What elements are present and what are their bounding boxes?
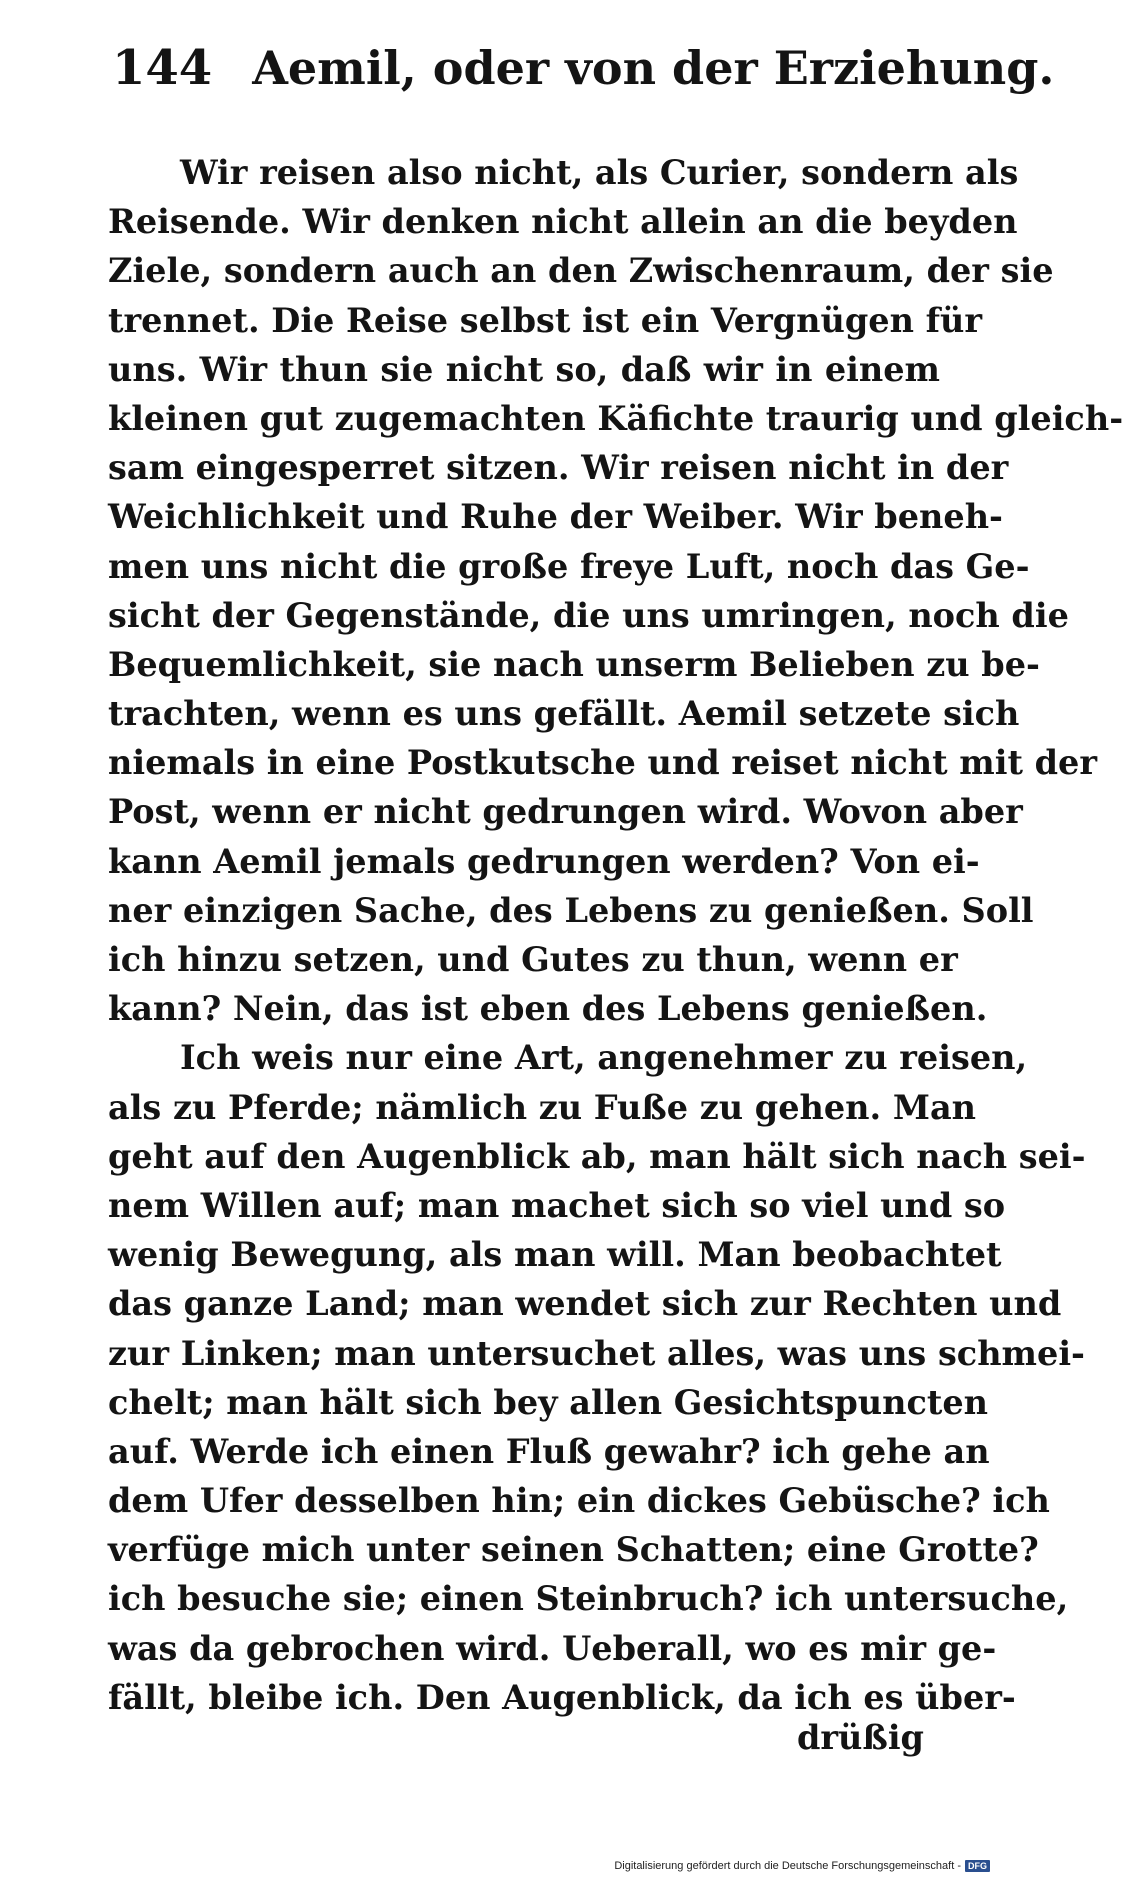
text-line: ich hinzu setzen, und Gutes zu thun, wenn er [108,940,958,979]
text-line: sam eingesperret sitzen. Wir reisen nicht in der [108,448,1009,488]
text-line: dem Ufer desselben hin; ein dickes Gebüsche? ich [108,1481,1050,1521]
body-text [108,148,1123,1722]
text-line: kann Aemil jemals gedrungen werden? Von ei- [108,841,980,881]
text-line: niemals in eine Postkutsche und reiset nicht mit der [108,743,1097,783]
text-line: chelt; man hält sich bey allen Gesichtspuncten [108,1382,989,1422]
text-line: auf. Werde ich einen Fluß gewahr? ich gehe an [108,1431,990,1471]
text-line: Wir reisen also nicht, als Curier, sondern als [180,153,1019,192]
text-line: was da gebrochen wird. Ueberall, wo es mir ge- [108,1628,997,1668]
text-line: Ziele, sondern auch an den Zwischenraum, der sie [108,251,1054,291]
credit-text: Digitalisierung gefördert durch die Deutsche Forschungsgemeinschaft - [614,1860,961,1872]
text-line: verfüge mich unter seinen Schatten; eine Grotte? [108,1530,1039,1570]
text-line: men uns nicht die große freye Luft, noch das Ge- [108,546,1030,586]
text-line: als zu Pferde; nämlich zu Fuße zu gehen. Man [108,1087,977,1127]
text-line: wenig Bewegung, als man will. Man beobachtet [108,1235,1002,1275]
text-line: ner einzigen Sache, des Lebens zu genießen. Soll [108,890,1034,930]
text-line: das ganze Land; man wendet sich zur Rechten und [108,1284,1062,1324]
text-line: zur Linken; man untersuchet alles, was uns schmei- [108,1333,1085,1373]
digitization-credit [614,1860,990,1872]
page-header [112,40,1055,110]
text-line: kleinen gut zugemachten Käfichte traurig und gleich- [108,398,1123,438]
dfg-logo-icon: DFG [965,1860,990,1872]
text-line: nem Willen auf; man machet sich so viel und so [108,1185,1006,1225]
text-line: Post, wenn er nicht gedrungen wird. Wovon aber [108,792,1023,832]
running-title: Aemil, oder von der Erziehung. [252,41,1055,95]
text-line: Ich weis nur eine Art, angenehmer zu reisen, [180,1038,1028,1078]
text-line: fällt, bleibe ich. Den Augenblick, da ich es über- [108,1677,1016,1717]
text-line: uns. Wir thun sie nicht so, daß wir in einem [108,349,940,389]
text-line: Reisende. Wir denken nicht allein an die beyden [108,202,1018,242]
text-line: sicht der Gegenstände, die uns umringen, noch die [108,595,1069,635]
page-number: 144 [112,40,213,96]
text-line: trennet. Die Reise selbst ist ein Vergnügen für [108,300,983,340]
catchword: drüßig [796,1718,924,1757]
text-line: Bequemlichkeit, sie nach unserm Belieben zu be- [108,644,1040,684]
text-line: trachten, wenn es uns gefällt. Aemil setzete sich [108,694,1020,734]
text-line: kann? Nein, das ist eben des Lebens genießen. [108,989,988,1029]
text-line: geht auf den Augenblick ab, man hält sich nach sei- [108,1136,1086,1176]
text-line: Weichlichkeit und Ruhe der Weiber. Wir beneh- [108,497,1003,537]
text-line: ich besuche sie; einen Steinbruch? ich untersuche, [108,1579,1069,1619]
